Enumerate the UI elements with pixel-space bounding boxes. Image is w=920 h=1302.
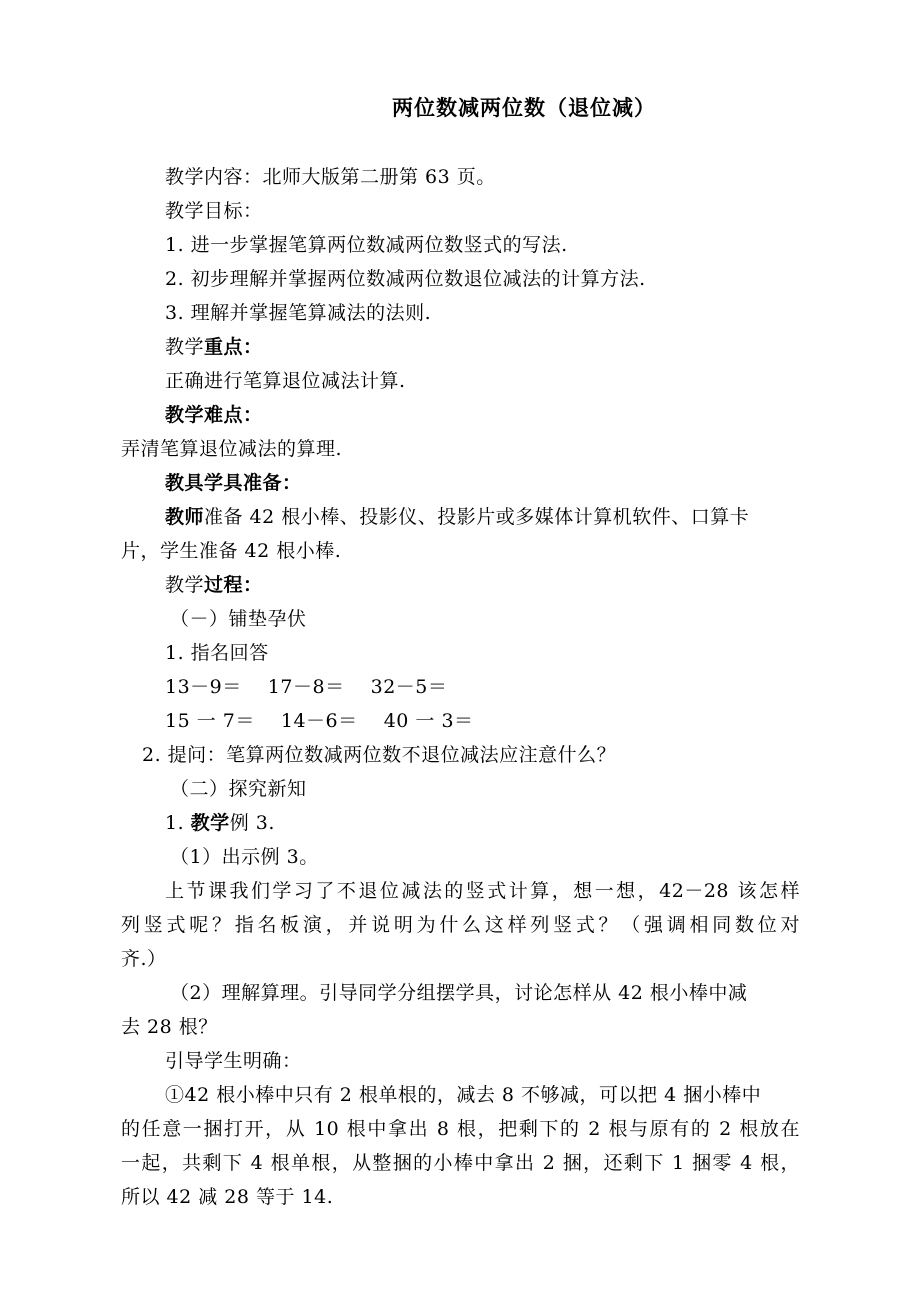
goal-item-3 <box>165 300 431 326</box>
teaching-content <box>165 164 496 190</box>
text-run: 正确进行笔算退位减法计算. <box>165 370 406 392</box>
text-run: 1. 进一步掌握笔算两位数减两位数竖式的写法. <box>165 234 568 256</box>
paragraph-3-line-4 <box>121 1184 333 1210</box>
text-run: 教学目标： <box>165 200 263 222</box>
key-points-heading <box>165 334 263 360</box>
text-run: 上节课我们学习了不退位减法的竖式计算，想一想，42－28 该怎样 <box>165 880 800 902</box>
bold-text-run: 教具学具准备： <box>165 472 302 494</box>
tools-text-line-2 <box>121 538 341 564</box>
text-run: （二）探究新知 <box>170 778 307 800</box>
text-run: 所以 42 减 28 等于 14. <box>121 1186 334 1208</box>
text-run: 列竖式呢？指名板演，并说明为什么这样列竖式？（强调相同数位对 <box>121 914 800 936</box>
text-run: 引导学生明确： <box>165 1050 302 1072</box>
tools-text-line-1 <box>165 504 749 530</box>
text-run: 教学 <box>165 336 205 358</box>
bold-text-run: 教学 <box>190 812 230 834</box>
example-show <box>170 844 319 870</box>
goals-heading <box>165 198 263 224</box>
bold-text-run: 教师 <box>165 506 205 528</box>
paragraph-3-line-1 <box>165 1082 761 1108</box>
text-run: （2）理解算理。引导同学分组摆学具，讨论怎样从 42 根小棒中减 <box>170 982 748 1004</box>
tools-heading <box>165 470 302 496</box>
document-title: 两位数减两位数（退位减） <box>392 95 656 120</box>
text-run: 13－9＝ 17－8＝ 32－5＝ <box>165 676 448 698</box>
text-run: （－）铺垫孕伏 <box>170 608 307 630</box>
difficulty-heading <box>165 402 263 428</box>
text-run: 1. <box>165 812 191 834</box>
paragraph-1-line-3 <box>121 946 167 972</box>
bold-text-run: 教学难点： <box>165 404 263 426</box>
example-heading <box>165 810 275 836</box>
text-run: 15 一 7＝ 14－6＝ 40 一 3＝ <box>165 710 474 732</box>
paragraph-2-line-2 <box>121 1014 218 1040</box>
text-run: 教学 <box>165 574 205 596</box>
text-run: 教学内容：北师大版第二册第 63 页。 <box>165 166 496 188</box>
text-run: 例 3. <box>229 812 275 834</box>
text-run: 3. 理解并掌握笔算减法的法则. <box>165 302 432 324</box>
text-run: 2. 初步理解并掌握两位数减两位数退位减法的计算方法. <box>165 268 646 290</box>
paragraph-1-line-1 <box>165 878 800 904</box>
goal-item-2 <box>165 266 646 292</box>
guide-text <box>165 1048 302 1074</box>
paragraph-3-line-2 <box>121 1116 800 1142</box>
paragraph-3-line-3 <box>121 1150 800 1176</box>
paragraph-2-line-1 <box>170 980 747 1006</box>
step-2 <box>142 742 616 768</box>
text-run: 的任意一捆打开，从 10 根中拿出 8 根，把剩下的 2 根与原有的 2 根放在 <box>121 1118 800 1140</box>
text-run: 齐.） <box>121 948 167 970</box>
goal-item-1 <box>165 232 568 258</box>
section-heading-1 <box>170 606 307 632</box>
section-heading-2 <box>170 776 307 802</box>
key-points-text <box>165 368 406 394</box>
paragraph-1-line-2 <box>121 912 800 938</box>
exercise-row-1 <box>165 674 447 700</box>
text-run: 准备 42 根小棒、投影仪、投影片或多媒体计算机软件、口算卡 <box>204 506 750 528</box>
text-run: 一起，共剩下 4 根单根，从整捆的小棒中拿出 2 捆，还剩下 1 捆零 4 根， <box>121 1152 800 1174</box>
text-run: ①42 根小棒中只有 2 根单根的，减去 8 不够减，可以把 4 捆小棒中 <box>165 1084 762 1106</box>
process-heading <box>165 572 263 598</box>
difficulty-text <box>121 436 342 462</box>
text-run: 2. 提问：笔算两位数减两位数不退位减法应注意什么？ <box>142 744 617 766</box>
bold-text-run: 重点： <box>204 336 263 358</box>
exercise-row-2 <box>165 708 474 734</box>
text-run: （1）出示例 3。 <box>170 846 319 868</box>
text-run: 片，学生准备 42 根小棒. <box>121 540 342 562</box>
bold-text-run: 过程： <box>204 574 263 596</box>
text-run: 弄清笔算退位减法的算理. <box>121 438 343 460</box>
text-run: 去 28 根？ <box>121 1016 218 1038</box>
step-1 <box>165 640 269 666</box>
text-run: 1. 指名回答 <box>165 642 269 664</box>
